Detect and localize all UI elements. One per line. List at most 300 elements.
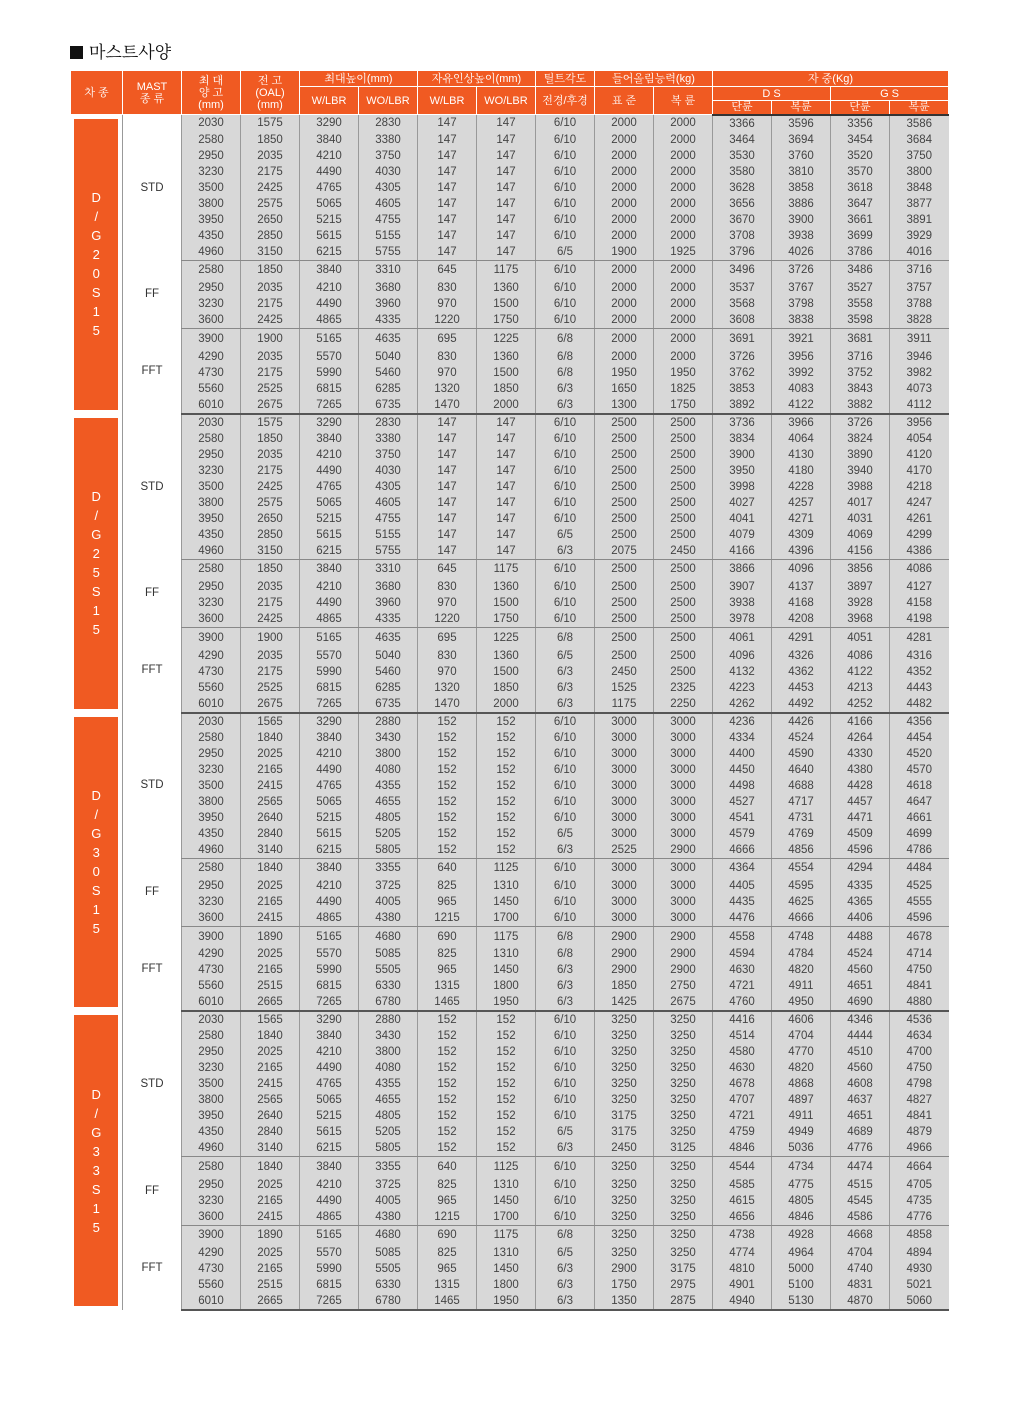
table-cell: 4545 (831, 1193, 890, 1209)
table-cell: 3250 (595, 1209, 654, 1226)
table-row (71, 527, 949, 543)
table-cell: 1850 (241, 260, 300, 280)
table-row (71, 329, 949, 349)
table-cell: 2000 (654, 228, 713, 244)
table-cell: 6/3 (536, 680, 595, 696)
mast-type-cell: FF (123, 1157, 182, 1225)
table-cell: 4605 (359, 495, 418, 511)
table-cell: 147 (418, 527, 477, 543)
table-cell: 6/10 (536, 1092, 595, 1108)
table-cell: 2500 (654, 414, 713, 431)
table-cell: 2500 (595, 495, 654, 511)
table-cell: 4630 (713, 1060, 772, 1076)
table-cell: 2830 (359, 414, 418, 431)
table-cell: 4400 (713, 746, 772, 762)
table-cell: 3250 (654, 1060, 713, 1076)
table-cell: 6/10 (536, 228, 595, 244)
table-cell: 152 (477, 1044, 536, 1060)
table-cell: 5165 (300, 628, 359, 648)
table-cell: 5060 (890, 1293, 949, 1310)
table-cell: 152 (418, 1011, 477, 1028)
table-cell: 147 (477, 132, 536, 148)
table-cell: 4775 (772, 1177, 831, 1193)
table-cell: 4735 (890, 1193, 949, 1209)
table-row (71, 910, 949, 927)
table-cell: 6815 (300, 381, 359, 397)
table-cell: 4355 (359, 1076, 418, 1092)
table-row (71, 1177, 949, 1193)
table-cell: 4435 (713, 894, 772, 910)
table-cell: 3950 (182, 810, 241, 826)
table-cell: 2165 (241, 762, 300, 778)
table-cell: 3800 (359, 746, 418, 762)
table-cell: 4596 (831, 842, 890, 859)
table-cell: 4960 (182, 1140, 241, 1157)
table-cell: 4264 (831, 730, 890, 746)
table-cell: 2675 (241, 696, 300, 713)
table-cell: 4454 (890, 730, 949, 746)
table-cell: 4831 (831, 1277, 890, 1293)
table-cell: 1360 (477, 349, 536, 365)
table-cell: 3230 (182, 762, 241, 778)
table-cell: 4635 (359, 628, 418, 648)
table-cell: 4031 (831, 511, 890, 527)
table-cell: 2500 (595, 511, 654, 527)
table-cell: 3992 (772, 365, 831, 381)
table-cell: 2500 (654, 527, 713, 543)
table-cell: 147 (477, 511, 536, 527)
table-cell: 3230 (182, 595, 241, 611)
table-cell: 3500 (182, 778, 241, 794)
table-cell: 3828 (890, 312, 949, 329)
table-cell: 4290 (182, 648, 241, 664)
table-cell: 4515 (831, 1177, 890, 1193)
table-cell: 4856 (772, 842, 831, 859)
header-gs-single: 단륜 (831, 101, 890, 115)
table-cell: 2665 (241, 994, 300, 1011)
table-cell: 6/10 (536, 180, 595, 196)
table-cell: 4079 (713, 527, 772, 543)
table-cell: 4210 (300, 447, 359, 463)
table-cell: 4299 (890, 527, 949, 543)
table-cell: 3250 (654, 1209, 713, 1226)
table-cell: 6/10 (536, 778, 595, 794)
table-cell: 6/8 (536, 365, 595, 381)
table-cell: 147 (418, 132, 477, 148)
table-cell: 4290 (182, 1245, 241, 1261)
table-cell: 4484 (890, 858, 949, 878)
table-cell: 3230 (182, 1060, 241, 1076)
table-row (71, 296, 949, 312)
table-cell: 2675 (241, 397, 300, 414)
table-cell: 3250 (595, 1177, 654, 1193)
table-cell: 4858 (890, 1225, 949, 1245)
table-cell: 965 (418, 894, 477, 910)
table-cell: 970 (418, 365, 477, 381)
table-cell: 147 (418, 228, 477, 244)
table-cell: 4760 (713, 994, 772, 1011)
table-cell: 4061 (713, 628, 772, 648)
table-cell: 3897 (831, 579, 890, 595)
table-cell: 3598 (831, 312, 890, 329)
table-cell: 147 (418, 180, 477, 196)
table-cell: 3500 (182, 479, 241, 495)
table-cell: 3866 (713, 559, 772, 579)
table-cell: 2580 (182, 132, 241, 148)
table-cell: 6/10 (536, 1209, 595, 1226)
table-cell: 2175 (241, 595, 300, 611)
table-cell: 6010 (182, 397, 241, 414)
table-cell: 3250 (654, 1225, 713, 1245)
table-cell: 6/10 (536, 1193, 595, 1209)
table-cell: 4640 (772, 762, 831, 778)
table-cell: 6/8 (536, 329, 595, 349)
table-cell: 2000 (654, 280, 713, 296)
table-cell: 1175 (477, 260, 536, 280)
table-cell: 3988 (831, 479, 890, 495)
table-cell: 965 (418, 1193, 477, 1209)
table-cell: 3290 (300, 414, 359, 431)
table-cell: 4166 (831, 713, 890, 730)
table-cell: 147 (418, 463, 477, 479)
table-cell: 4765 (300, 778, 359, 794)
table-cell: 3838 (772, 312, 831, 329)
header-max-height-wolbr: WO/LBR (359, 87, 418, 115)
table-cell: 152 (477, 730, 536, 746)
table-cell: 640 (418, 858, 477, 878)
table-cell: 4080 (359, 1060, 418, 1076)
table-cell: 4721 (713, 978, 772, 994)
table-cell: 152 (418, 762, 477, 778)
table-cell: 3600 (182, 611, 241, 628)
table-cell: 2525 (241, 680, 300, 696)
table-cell: 1225 (477, 329, 536, 349)
table-cell: 4678 (713, 1076, 772, 1092)
table-cell: 4960 (182, 842, 241, 859)
model-cell (71, 713, 123, 1012)
table-cell: 1450 (477, 962, 536, 978)
table-cell: 4827 (890, 1092, 949, 1108)
table-cell: 3250 (654, 1157, 713, 1177)
table-cell: 2175 (241, 365, 300, 381)
table-cell: 3684 (890, 132, 949, 148)
table-cell: 4634 (890, 1028, 949, 1044)
table-row (71, 1011, 949, 1028)
table-cell: 2035 (241, 579, 300, 595)
table-cell: 4490 (300, 595, 359, 611)
table-cell: 4350 (182, 527, 241, 543)
table-cell: 4717 (772, 794, 831, 810)
table-cell: 4655 (359, 1092, 418, 1108)
table-cell: 4120 (890, 447, 949, 463)
table-cell: 152 (477, 1028, 536, 1044)
table-cell: 5100 (772, 1277, 831, 1293)
table-cell: 6735 (359, 696, 418, 713)
table-cell: 4210 (300, 1044, 359, 1060)
table-cell: 2000 (654, 196, 713, 212)
table-cell: 4784 (772, 946, 831, 962)
table-cell: 4030 (359, 164, 418, 180)
table-cell: 2000 (595, 260, 654, 280)
table-cell: 3250 (654, 1124, 713, 1140)
table-cell: 6/3 (536, 962, 595, 978)
table-cell: 1310 (477, 1245, 536, 1261)
table-cell: 4810 (713, 1261, 772, 1277)
table-cell: 4680 (359, 1225, 418, 1245)
table-cell: 3000 (654, 713, 713, 730)
table-cell: 4156 (831, 543, 890, 560)
table-cell: 2000 (654, 296, 713, 312)
table-cell: 2500 (595, 463, 654, 479)
table-cell: 1565 (241, 1011, 300, 1028)
table-cell: 2665 (241, 1293, 300, 1310)
table-cell: 1700 (477, 910, 536, 927)
table-cell: 3454 (831, 132, 890, 148)
table-cell: 2175 (241, 164, 300, 180)
header-capacity-std: 표 준 (595, 87, 654, 115)
table-cell: 3175 (595, 1124, 654, 1140)
table-cell: 147 (477, 212, 536, 228)
table-cell: 4498 (713, 778, 772, 794)
table-row (71, 365, 949, 381)
table-cell: 2515 (241, 978, 300, 994)
table-cell: 3950 (713, 463, 772, 479)
table-cell: 1840 (241, 1157, 300, 1177)
table-cell: 4651 (831, 978, 890, 994)
table-cell: 4596 (890, 910, 949, 927)
table-cell: 4137 (772, 579, 831, 595)
table-cell: 5755 (359, 244, 418, 261)
table-cell: 4330 (831, 746, 890, 762)
table-cell: 3886 (772, 196, 831, 212)
table-cell: 3250 (654, 1108, 713, 1124)
table-cell: 4805 (359, 1108, 418, 1124)
mast-type-cell: STD (123, 1011, 182, 1157)
table-cell: 4356 (890, 713, 949, 730)
table-cell: 147 (477, 196, 536, 212)
table-cell: 152 (477, 1076, 536, 1092)
table-cell: 6/10 (536, 894, 595, 910)
table-cell: 6/3 (536, 978, 595, 994)
table-cell: 4335 (359, 312, 418, 329)
table-cell: 4490 (300, 1193, 359, 1209)
table-cell: 3716 (890, 260, 949, 280)
table-row (71, 1261, 949, 1277)
table-cell: 2000 (595, 180, 654, 196)
table-cell: 3911 (890, 329, 949, 349)
table-cell: 3929 (890, 228, 949, 244)
table-cell: 3840 (300, 1028, 359, 1044)
table-cell: 4080 (359, 762, 418, 778)
table-cell: 3691 (713, 329, 772, 349)
table-cell: 2880 (359, 713, 418, 730)
table-cell: 3250 (654, 1028, 713, 1044)
table-cell: 2750 (654, 978, 713, 994)
table-cell: 2035 (241, 280, 300, 296)
table-cell: 3366 (713, 115, 772, 132)
table-cell: 2450 (654, 543, 713, 560)
table-cell: 147 (477, 479, 536, 495)
table-cell: 4579 (713, 826, 772, 842)
table-cell: 3680 (359, 280, 418, 296)
table-cell: 6/10 (536, 910, 595, 927)
table-cell: 4281 (890, 628, 949, 648)
table-cell: 3250 (654, 1092, 713, 1108)
table-cell: 5755 (359, 543, 418, 560)
table-cell: 6/5 (536, 1245, 595, 1261)
table-cell: 5040 (359, 648, 418, 664)
table-cell: 4380 (359, 1209, 418, 1226)
table-cell: 5021 (890, 1277, 949, 1293)
table-cell: 970 (418, 296, 477, 312)
table-cell: 7265 (300, 696, 359, 713)
table-cell: 825 (418, 878, 477, 894)
table-cell: 2500 (595, 648, 654, 664)
table-cell: 6/10 (536, 1028, 595, 1044)
table-cell: 2025 (241, 1044, 300, 1060)
table-cell: 4210 (300, 1177, 359, 1193)
table-cell: 3150 (241, 244, 300, 261)
table-cell: 5615 (300, 826, 359, 842)
table-cell: 5615 (300, 527, 359, 543)
table-cell: 6/8 (536, 628, 595, 648)
table-row (71, 244, 949, 261)
table-cell: 2000 (595, 296, 654, 312)
header-mast-type: MAST 종 류 (123, 71, 182, 115)
table-cell: 3840 (300, 132, 359, 148)
table-cell: 6/10 (536, 312, 595, 329)
table-row (71, 180, 949, 196)
table-cell: 4218 (890, 479, 949, 495)
table-row (71, 1044, 949, 1060)
table-cell: 3000 (654, 778, 713, 794)
table-cell: 4041 (713, 511, 772, 527)
table-row (71, 1293, 949, 1310)
table-row (71, 826, 949, 842)
table-cell: 5000 (772, 1261, 831, 1277)
header-tilt-sub: 전경/후경 (536, 87, 595, 115)
table-cell: 3694 (772, 132, 831, 148)
table-cell: 2500 (654, 579, 713, 595)
table-cell: 1450 (477, 1193, 536, 1209)
table-cell: 1850 (241, 431, 300, 447)
table-row (71, 778, 949, 794)
table-cell: 3798 (772, 296, 831, 312)
table-cell: 4880 (890, 994, 949, 1011)
table-cell: 4585 (713, 1177, 772, 1193)
table-cell: 5570 (300, 349, 359, 365)
table-cell: 3230 (182, 894, 241, 910)
table-row (71, 962, 949, 978)
table-cell: 5130 (772, 1293, 831, 1310)
table-cell: 2165 (241, 1060, 300, 1076)
table-cell: 2425 (241, 479, 300, 495)
table-cell: 2030 (182, 713, 241, 730)
table-cell: 4290 (182, 946, 241, 962)
table-cell: 3900 (182, 1225, 241, 1245)
table-cell: 4309 (772, 527, 831, 543)
table-cell: 4051 (831, 628, 890, 648)
table-cell: 3596 (772, 115, 831, 132)
table-cell: 3757 (890, 280, 949, 296)
table-cell: 3853 (713, 381, 772, 397)
table-cell: 4426 (772, 713, 831, 730)
table-row (71, 842, 949, 859)
table-cell: 2500 (654, 495, 713, 511)
table-row (71, 1124, 949, 1140)
table-cell: 1320 (418, 381, 477, 397)
header-max-height: 최대높이(mm) (300, 71, 418, 87)
table-cell: 152 (477, 1060, 536, 1076)
mast-spec-table (70, 70, 949, 1311)
table-cell: 5036 (772, 1140, 831, 1157)
table-cell: 3900 (182, 628, 241, 648)
table-cell: 6/10 (536, 463, 595, 479)
table-cell: 2000 (654, 180, 713, 196)
table-cell: 1950 (595, 365, 654, 381)
table-cell: 6/5 (536, 648, 595, 664)
table-cell: 4595 (772, 878, 831, 894)
table-row (71, 1193, 949, 1209)
table-cell: 4257 (772, 495, 831, 511)
table-cell: 6/10 (536, 794, 595, 810)
table-cell: 1850 (477, 381, 536, 397)
table-cell: 690 (418, 1225, 477, 1245)
header-free-lift-wlbr: W/LBR (418, 87, 477, 115)
square-bullet-icon (70, 46, 83, 59)
table-cell: 2900 (595, 946, 654, 962)
table-cell: 3430 (359, 730, 418, 746)
table-cell: 4350 (182, 228, 241, 244)
table-cell: 3250 (654, 1177, 713, 1193)
table-cell: 1850 (241, 559, 300, 579)
table-cell: 4586 (831, 1209, 890, 1226)
table-cell: 5165 (300, 1225, 359, 1245)
table-cell: 2500 (595, 479, 654, 495)
table-cell: 5065 (300, 495, 359, 511)
table-cell: 147 (477, 164, 536, 180)
table-cell: 4086 (890, 559, 949, 579)
table-cell: 3670 (713, 212, 772, 228)
table-cell: 152 (418, 1124, 477, 1140)
table-cell: 5560 (182, 381, 241, 397)
table-cell: 830 (418, 280, 477, 296)
table-row (71, 1157, 949, 1177)
table-cell: 4198 (890, 611, 949, 628)
table-cell: 3250 (654, 1193, 713, 1209)
table-cell: 5805 (359, 1140, 418, 1157)
table-cell: 4580 (713, 1044, 772, 1060)
table-cell: 1425 (595, 994, 654, 1011)
table-cell: 2525 (241, 381, 300, 397)
table-cell: 6/10 (536, 1108, 595, 1124)
table-cell: 4262 (713, 696, 772, 713)
header-weight: 자 중(Kg) (713, 71, 949, 87)
table-cell: 3726 (831, 414, 890, 431)
table-row (71, 1092, 949, 1108)
table-cell: 3464 (713, 132, 772, 148)
table-cell: 4949 (772, 1124, 831, 1140)
table-cell: 4168 (772, 595, 831, 611)
table-cell: 1470 (418, 397, 477, 414)
table-cell: 3537 (713, 280, 772, 296)
table-row (71, 664, 949, 680)
table-cell: 4865 (300, 611, 359, 628)
table-cell: 4335 (359, 611, 418, 628)
table-cell: 152 (477, 1124, 536, 1140)
table-cell: 152 (418, 1108, 477, 1124)
table-cell: 3000 (654, 910, 713, 927)
